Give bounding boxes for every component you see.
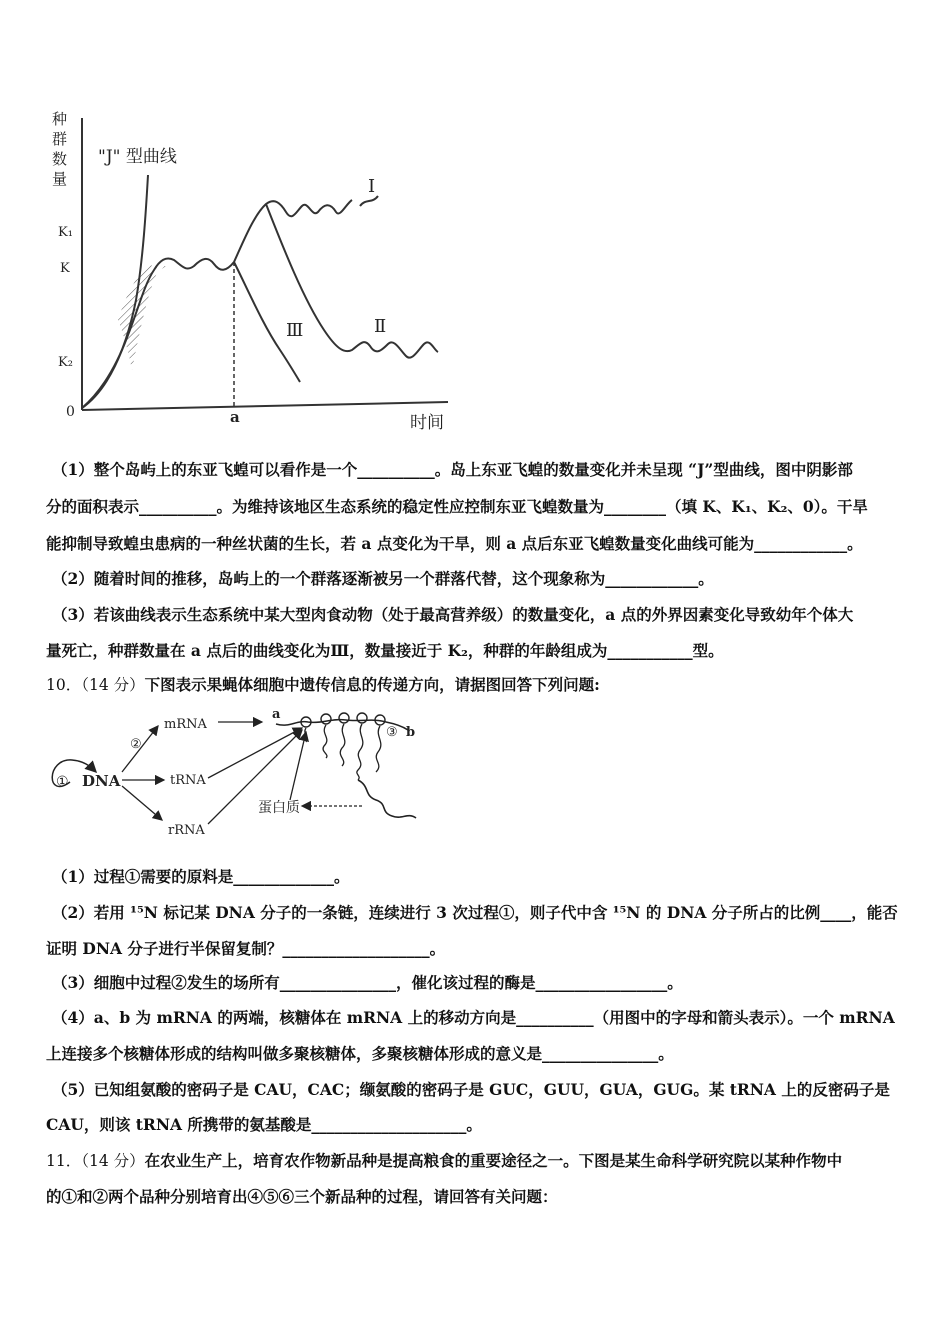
polypeptide-5 <box>376 726 381 772</box>
tick-k1: K₁ <box>58 225 73 240</box>
x-mark-a: a <box>230 408 240 426</box>
curve-I-label: Ⅰ <box>368 176 376 197</box>
mrna-end-a-label: a <box>272 707 281 722</box>
curve-I <box>234 200 352 262</box>
y-axis-label-4: 量 <box>52 170 68 188</box>
polypeptide-2 <box>323 725 327 758</box>
population-curve-figure <box>48 100 468 440</box>
q10-text-line-7: （5）已知组氨酸的密码子是 CAU，CAC；缬氨酸的密码子是 GUC，GUU，GUA，GUG。某 tRNA 上的反密码子是 <box>52 1080 890 1099</box>
q10-text-line-2: （2）若用 ¹⁵N 标记某 DNA 分子的一条链，连续进行 3 次过程①，则子代中含 ¹⁵N 的 DNA 分子所占的比例____，能否 <box>52 903 898 922</box>
q10-text-line-4: （3）细胞中过程②发生的场所有_______________，催化该过程的酶是_________________。 <box>52 973 683 992</box>
q10-text-line-1: （1）过程①需要的原料是_____________。 <box>52 867 350 886</box>
ribosome-2 <box>321 714 331 724</box>
curve-I-tail <box>360 196 378 206</box>
x-axis-label: 时间 <box>410 413 444 433</box>
q10-score: （14 分） <box>81 676 145 694</box>
origin-label: 0 <box>66 404 75 420</box>
j-curve-label: "J" 型曲线 <box>98 147 177 167</box>
curve-III-label: Ⅲ <box>286 320 304 341</box>
mrna-end-b-label: b <box>406 725 416 740</box>
q11-stem: 在农业生产上，培育农作物新品种是提高粮食的重要途径之一。下图是某生命科学研究院以某种作物中 <box>144 1151 843 1170</box>
q10-text-line-8: CAU，则该 tRNA 所携带的氨基酸是____________________。 <box>46 1115 482 1134</box>
arrow-dna-rrna <box>122 786 162 820</box>
q9-text-line-3: 能抑制导致蝗虫患病的一种丝状菌的生长，若 a 点变化为干旱，则 a 点后东亚飞蝗数量变化曲线可能为____________。 <box>46 534 863 553</box>
q11-text-line-2: 的①和②两个品种分别培育出④⑤⑥三个新品种的过程，请回答有关问题： <box>46 1187 558 1206</box>
protein-label: 蛋白质 <box>258 800 300 816</box>
q10-text-line-6: 上连接多个核糖体形成的结构叫做多聚核糖体，多聚核糖体形成的意义是_______________。 <box>46 1044 674 1063</box>
q9-text-line-1: （1）整个岛屿上的东亚飞蝗可以看作是一个__________。岛上东亚飞蝗的数量变化并未呈现 “J”型曲线，图中阴影部 <box>52 460 853 479</box>
dna-label: DNA <box>82 772 121 790</box>
q9-text-line-2: 分的面积表示__________。为维持该地区生态系统的稳定性应控制东亚飞蝗数量为________（填 K、K₁、K₂、0）。干旱 <box>46 497 868 516</box>
q11-number: 11． <box>46 1152 82 1170</box>
process-1-label: ① <box>56 774 69 790</box>
x-axis <box>82 402 448 410</box>
trna-label: tRNA <box>170 773 206 788</box>
polypeptide-4 <box>357 724 363 780</box>
arrow-trna-ribosome <box>208 728 302 778</box>
process-3-label: ③ <box>386 725 398 740</box>
tick-k: K <box>60 261 70 276</box>
y-axis-label-3: 数 <box>52 150 68 168</box>
rrna-label: rRNA <box>168 823 205 838</box>
q9-text-line-4: （2）随着时间的推移，岛屿上的一个群落逐渐被另一个群落代替，这个现象称为____________。 <box>52 569 714 588</box>
q10-text-line-3: 证明 DNA 分子进行半保留复制？___________________。 <box>46 939 446 958</box>
q10-heading <box>46 675 916 695</box>
shaded-area <box>118 265 166 370</box>
q10-text-line-5: （4）a、b 为 mRNA 的两端，核糖体在 mRNA 上的移动方向是__________（用图中的字母和箭头表示）。一个 mRNA <box>52 1008 895 1027</box>
protein-chain <box>358 780 416 818</box>
mrna-label: mRNA <box>164 717 207 732</box>
j-curve <box>82 175 148 408</box>
q11-heading <box>46 1151 916 1171</box>
process-2-label: ② <box>130 737 142 752</box>
arrow-protein-ribosome <box>290 732 306 800</box>
ribosome-4 <box>357 713 367 723</box>
q9-text-line-5: （3）若该曲线表示生态系统中某大型肉食动物（处于最高营养级）的数量变化，a 点的外界因素变化导致幼年个体大 <box>52 605 854 624</box>
tick-k2: K₂ <box>58 355 73 370</box>
ribosome-3 <box>339 713 349 723</box>
polypeptide-3 <box>340 724 345 766</box>
y-axis-label-1: 种 <box>52 110 68 128</box>
y-axis-label-2: 群 <box>52 130 68 148</box>
q11-score: （14 分） <box>81 1152 145 1170</box>
gene-expression-figure <box>40 700 440 840</box>
q10-stem: 下图表示果蝇体细胞中遗传信息的传递方向，请据图回答下列问题: <box>144 675 600 694</box>
curve-II-label: Ⅱ <box>374 316 387 337</box>
q9-text-line-6: 量死亡，种群数量在 a 点后的曲线变化为Ⅲ，数量接近于 K₂，种群的年龄组成为___________型。 <box>46 641 724 660</box>
q10-number: 10． <box>46 676 82 694</box>
